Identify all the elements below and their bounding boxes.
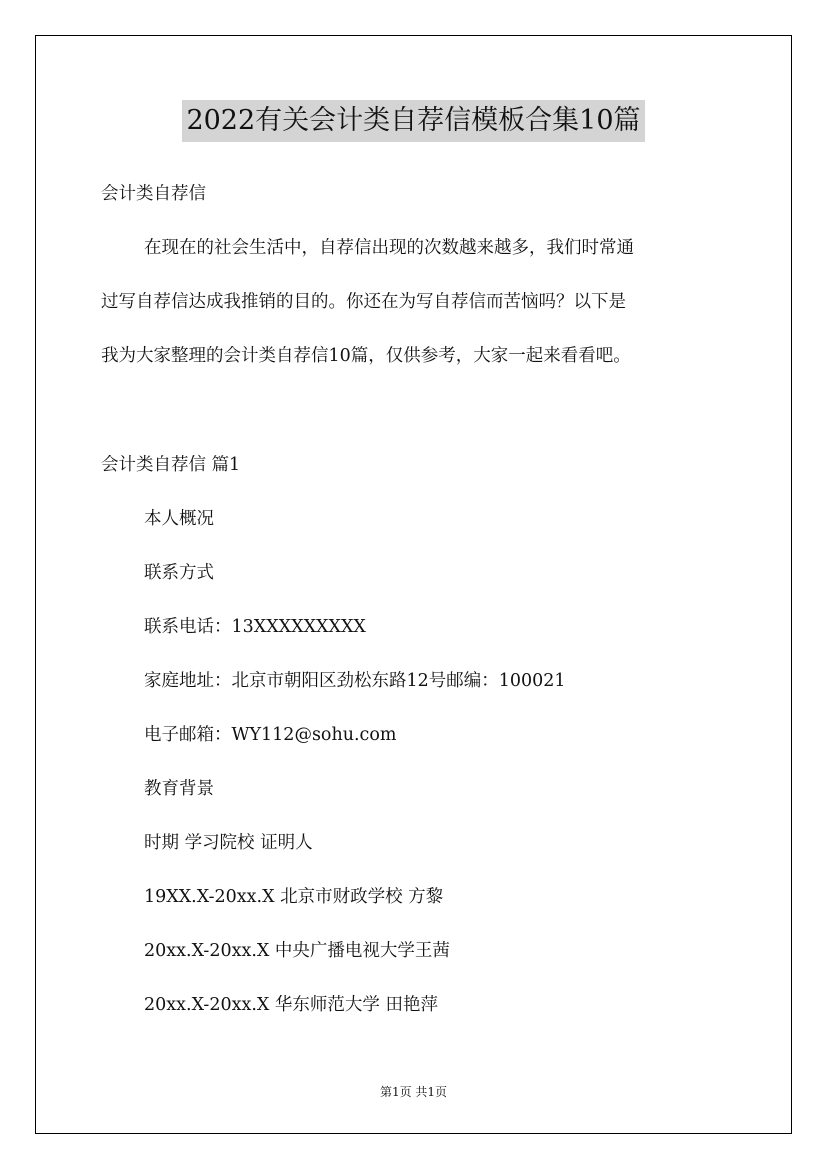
section-line-4: 家庭地址：北京市朝阳区劲松东路12号邮编：100021 (144, 671, 566, 691)
section-line-3: 联系电话：13XXXXXXXXX (144, 617, 366, 637)
intro-line-3: 我为大家整理的会计类自荐信10篇，仅供参考，大家一起来看看吧。 (101, 346, 631, 366)
section-line-10: 20xx.X-20xx.X 华东师范大学 田艳萍 (144, 995, 438, 1015)
section-line-5: 电子邮箱：WY112@sohu.com (144, 725, 397, 745)
document-title-text: 2022有关会计类自荐信模板合集10篇 (182, 100, 644, 142)
intro-line-2: 过写自荐信达成我推销的目的。你还在为写自荐信而苦恼吗？以下是 (101, 292, 626, 312)
document-title (0, 100, 827, 142)
section-line-9: 20xx.X-20xx.X 中央广播电视大学王茜 (144, 941, 450, 961)
letter-heading: 会计类自荐信 (101, 184, 206, 204)
section-line-8: 19XX.X-20xx.X 北京市财政学校 方黎 (144, 887, 444, 907)
section-title: 会计类自荐信 篇1 (101, 455, 241, 475)
section-line-2: 联系方式 (144, 563, 214, 583)
section-line-6: 教育背景 (144, 779, 214, 799)
page-footer: 第1页 共1页 (379, 1085, 448, 1099)
section-line-1: 本人概况 (144, 509, 214, 529)
section-line-7: 时期 学习院校 证明人 (144, 833, 313, 853)
intro-line-1: 在现在的社会生活中，自荐信出现的次数越来越多，我们时常通 (144, 238, 634, 258)
